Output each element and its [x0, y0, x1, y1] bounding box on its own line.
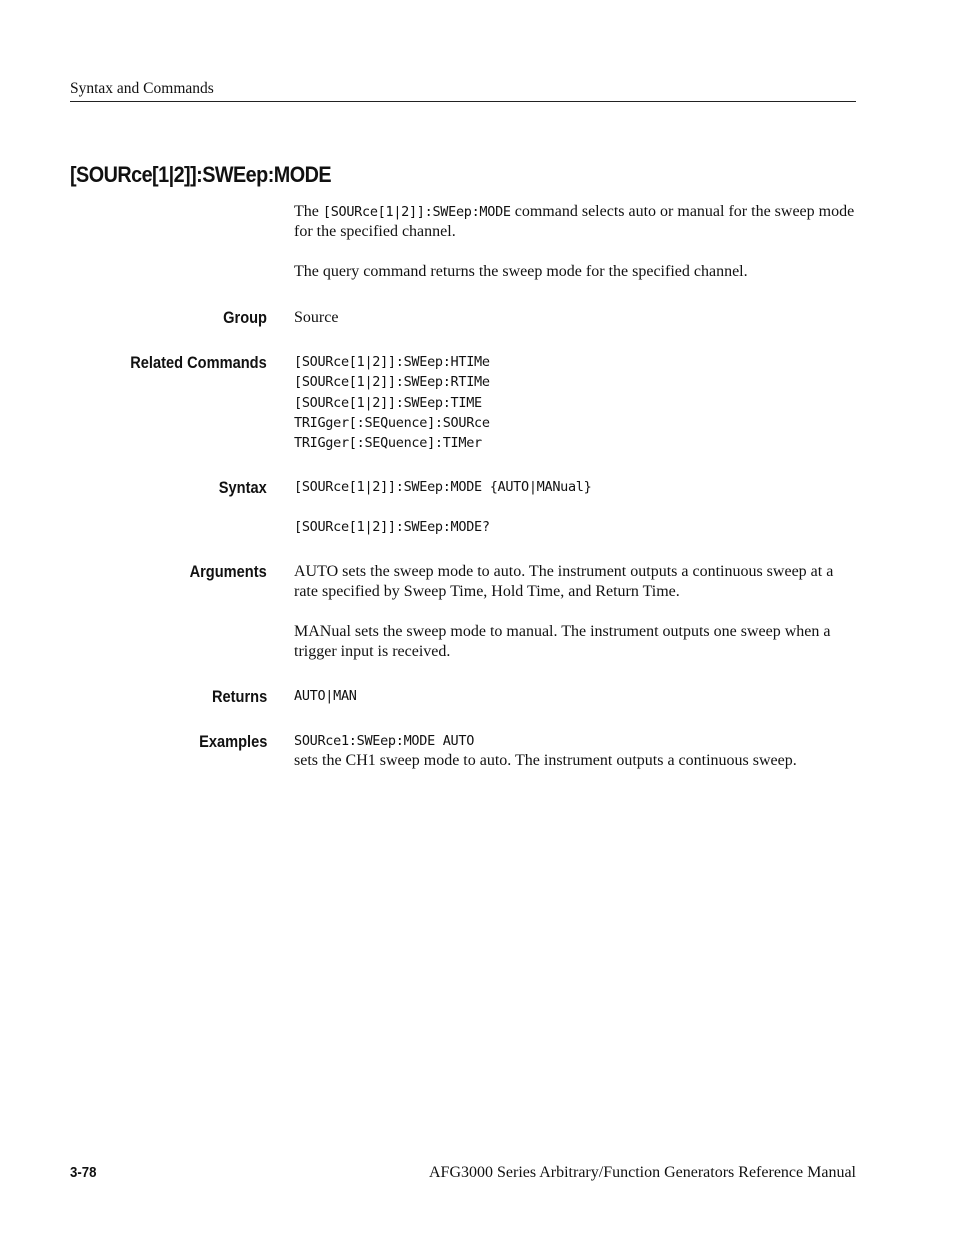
examples-label: Examples [198, 732, 267, 751]
returns-value: AUTO|MAN [294, 688, 357, 704]
related-commands-list [294, 352, 856, 453]
example-code: SOURce1:SWEep:MODE AUTO [294, 733, 475, 749]
related-commands-label: Related Commands [130, 353, 267, 372]
page-title: [SOURce[1|2]]:SWEep:MODE [70, 162, 332, 187]
example-description: sets the CH1 sweep mode to auto. The instrument outputs a continuous sweep. [294, 752, 797, 769]
group-label: Group [223, 308, 267, 327]
arguments-label: Arguments [189, 562, 267, 581]
related-command: [SOURce[1|2]]:SWEep:TIME [294, 394, 482, 411]
related-command: TRIGger[:SEQuence]:TIMer [294, 435, 482, 452]
description-paragraph-2: The query command returns the sweep mode for the specified channel. [294, 263, 748, 280]
group-value: Source [294, 309, 339, 326]
returns-label: Returns [211, 687, 267, 706]
description-paragraph-1 [294, 202, 856, 242]
description [294, 202, 856, 282]
related-command: [SOURce[1|2]]:SWEep:RTIMe [294, 374, 490, 391]
related-command: TRIGger[:SEQuence]:SOURce [294, 414, 490, 431]
syntax-query: [SOURce[1|2]]:SWEep:MODE? [294, 519, 490, 535]
argument-auto: AUTO sets the sweep mode to auto. The instrument outputs a continuous sweep at a rate specified by Sweep Time, Hold Time, and Return Time. [294, 563, 834, 600]
manual-title: AFG3000 Series Arbitrary/Function Generators Reference Manual [429, 1164, 856, 1181]
description-prefix: The [294, 203, 323, 220]
page-number: 3-78 [70, 1164, 97, 1181]
argument-manual: MANual sets the sweep mode to manual. The instrument outputs one sweep when a trigger input is received. [294, 623, 831, 660]
description-command: [SOURce[1|2]]:SWEep:MODE [322, 204, 511, 220]
syntax-set: [SOURce[1|2]]:SWEep:MODE {AUTO|MANual} [294, 479, 592, 495]
related-command: [SOURce[1|2]]:SWEep:HTIMe [294, 354, 490, 370]
running-header: Syntax and Commands [70, 80, 856, 102]
description-suffix: command selects auto or manual for the sweep mode for the specified channel. [294, 203, 855, 240]
syntax-label: Syntax [219, 478, 267, 497]
